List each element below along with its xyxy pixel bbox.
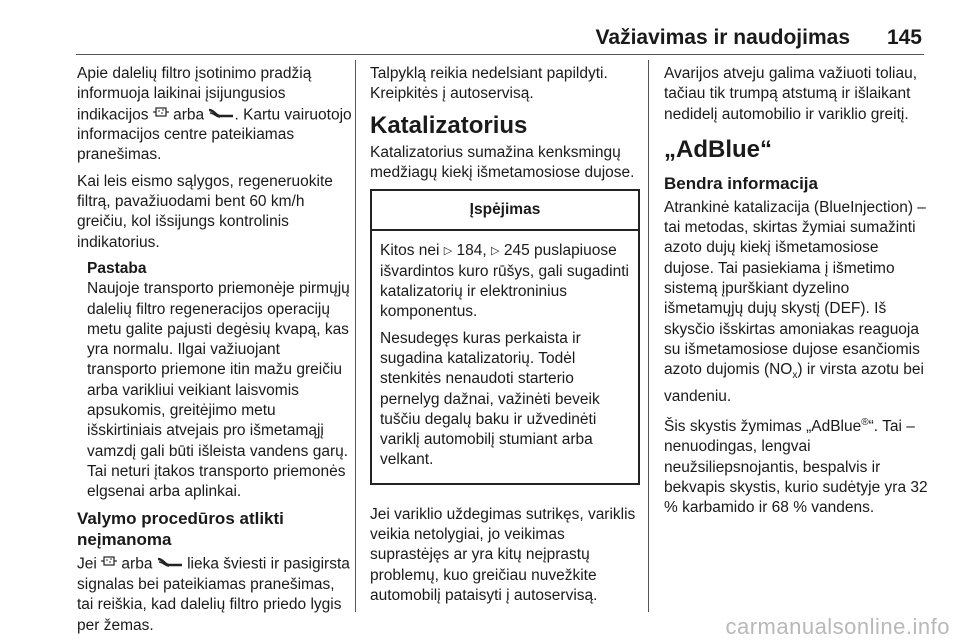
paragraph-additive-low: Jei arba lieka šviesti ir pasigirsta signalas bei pateikiamas pranešimas, tai reiškia, kad dalelių filtro priedo lygis per žemas. (77, 555, 350, 634)
column-2 (370, 64, 640, 612)
page-reference-arrow-icon: ▷ (491, 245, 500, 258)
section-heading-adblue: „AdBlue“ (664, 135, 772, 163)
note-body: Naujoje transporto priemonėje pirmųjų dalelių filtro regeneracijos operacijų metu galite pajusti degėsių kvapą, kas yra normalu. Ilgai važiuojant transporto priemone itin mažu greičiu arba varikliui veikiant laisvomis apsukomis, greitėjimo metu išskirtiniais atvejais pro išmetamąjį vamzdį gali būti išleista vandens garų. Tai neturi įtakos transporto priemonės elgsenai arba aplinkai. (87, 280, 350, 501)
warning-box (370, 189, 640, 485)
column-1 (77, 64, 352, 642)
section-heading-cleaning-impossible: Valymo procedūros atlikti neįmanoma (77, 509, 284, 550)
note-title: Pastaba (87, 259, 147, 277)
warning-paragraph-overheat: Nesudegęs kuras perkaista ir sugadina katalizatorių. Todėl stenkitės nenaudoti starterio pernelyg dažnai, važinėti beveik tuščiu degalų baku ir užvedinėti variklį automobilį stumiant arba velkant. (380, 329, 600, 469)
paragraph-regenerate: Kai leis eismo sąlygos, regeneruokite filtrą, pavažiuodami bent 60 km/h greičiu, kol išsijungs kontrolinis indikatorius. (77, 172, 333, 251)
paragraph-blueinjection: Atrankinė katalizacija (BlueInjection) – tai metodas, skirtas žymiai sumažinti azoto dujų kiekį išmetamosiose dujose. Tai pasiekiama į išmetimo sistemą įpurškiant dyzelino išmetamųjų dujų skystį (DEF). Iš skysčio išskirtas amoniakas reaguoja su išmetamosiose dujose esančiomis azoto dujomis $(NO_x)$ ir virsta azotu bei vandeniu. (664, 198, 926, 405)
page-ref-1[interactable]: 184 (456, 242, 483, 260)
paragraph-refill: Talpyklą reikia nedelsiant papildyti. Kreipkitės į autoservisą. (370, 65, 608, 103)
glow-plug-icon (157, 554, 183, 574)
subheading-general-info: Bendra informacija (664, 173, 818, 193)
column-3 (664, 64, 932, 525)
warning-title: Įspėjimas (372, 191, 638, 231)
section-heading-catalytic-converter: Katalizatorius (370, 111, 528, 139)
page-ref-2[interactable]: 245 (503, 242, 530, 260)
page-number: 145 (886, 26, 922, 49)
chapter-title: Važiavimas ir naudojimas (595, 26, 850, 49)
warning-paragraph-fuel: Kitos nei ▷ 184, ▷ 245 puslapiuose išvardintos kuro rūšys, gali sugadinti katalizatorių ir elektroninius komponentus. (380, 242, 629, 321)
column-divider-2 (648, 60, 649, 612)
paragraph-catalytic-intro: Katalizatorius sumažina kenksmingų medžiagų kiekį išmetamosiose dujose. (370, 143, 635, 181)
paragraph-filter-saturation: Apie dalelių filtro įsotinimo pradžią informuoja laikinai įsijungusios indikacijos arba . Kartu vairuotojo informacijos centre pateikiamas pranešimas. (77, 65, 352, 164)
page-header (0, 0, 960, 56)
particle-filter-icon (153, 105, 169, 125)
paragraph-adblue-fluid: Šis skystis žymimas „AdBlue®“. Tai – nenuodingas, lengvai neužsiliepsnojantis, bespalvis ir bekvapis skystis, kurio sudėtyje yra 32 % karbamido ir 68 % vandens. (664, 416, 928, 517)
note-box (77, 259, 352, 503)
watermark: carmanualsonline.info (725, 614, 950, 639)
column-divider-1 (355, 60, 356, 612)
page-reference-arrow-icon: ▷ (443, 245, 453, 258)
particle-filter-icon (101, 554, 117, 574)
glow-plug-icon (208, 105, 234, 125)
warning-body (372, 231, 638, 482)
paragraph-ignition-fault: Jei variklio uždegimas sutrikęs, variklis veikia netolygiai, jo veikimas suprastėjęs ar yra kitų neįprastų problemų, kuo greičiau nuvežkite automobilį pataisyti į autoservisą. (370, 505, 636, 604)
paragraph-accident: Avarijos atveju galima važiuoti toliau, tačiau tik trumpą atstumą ir išlaikant nedidelį automobilio ir variklio greitį. (664, 65, 918, 123)
header-divider (76, 54, 924, 55)
